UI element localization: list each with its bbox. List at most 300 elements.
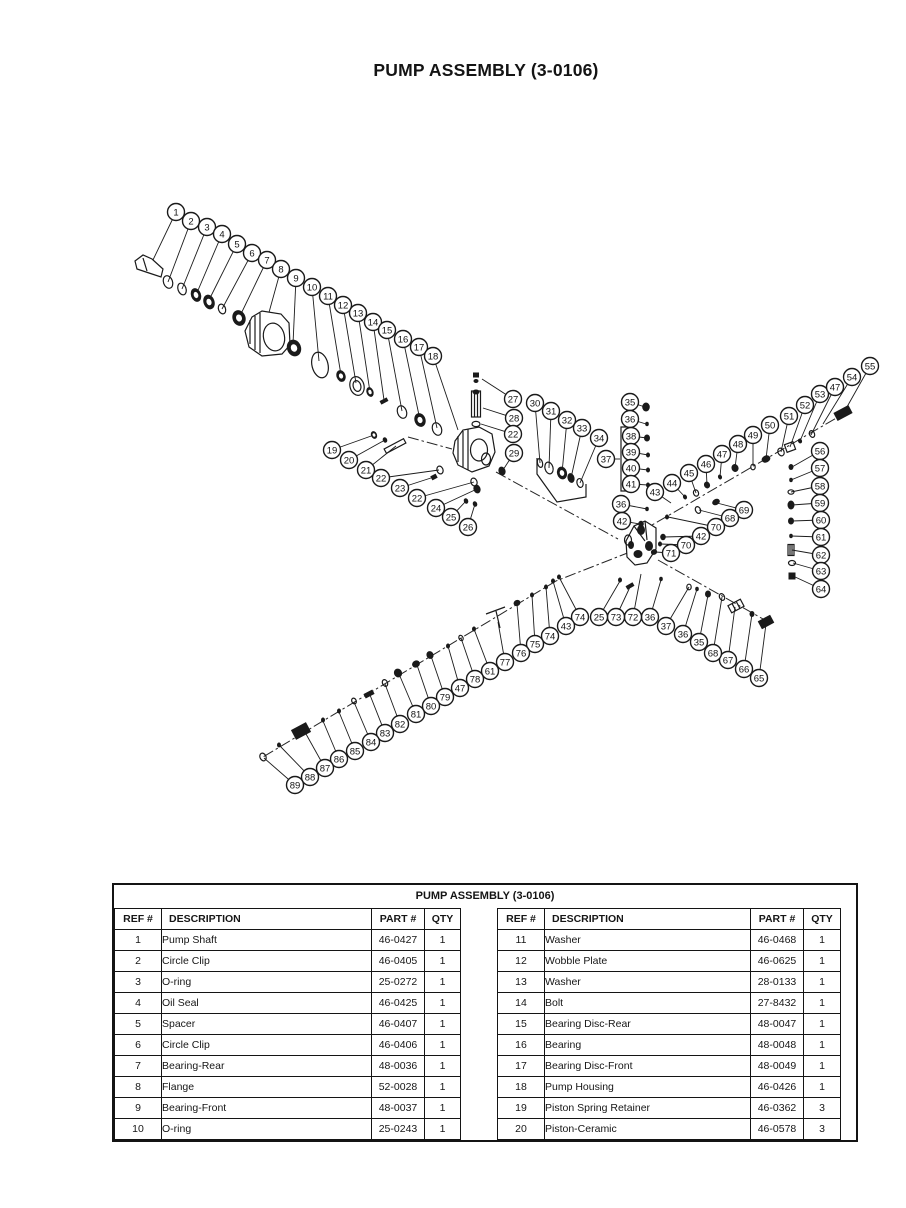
part-glyph-rib xyxy=(736,601,740,608)
part-number-cell: 25-0243 xyxy=(372,1119,425,1140)
part-glyph xyxy=(646,453,650,458)
balloon-label-22: 22 xyxy=(411,493,423,505)
part-glyph xyxy=(431,421,444,436)
qty-cell: 1 xyxy=(804,993,841,1014)
balloon-label-31: 31 xyxy=(545,406,557,418)
balloon-label-84: 84 xyxy=(365,737,377,749)
part-glyph xyxy=(309,350,331,379)
qty-cell: 1 xyxy=(425,1056,461,1077)
part-glyph xyxy=(665,515,669,520)
part-glyph xyxy=(705,591,711,598)
qty-cell: 1 xyxy=(425,951,461,972)
part-glyph xyxy=(750,611,755,617)
col-part-header: PART # xyxy=(751,909,804,930)
balloon-label-56: 56 xyxy=(814,446,826,458)
qty-cell: 1 xyxy=(804,1077,841,1098)
balloon-label-89: 89 xyxy=(289,780,301,792)
part-glyph xyxy=(384,439,406,454)
part-glyph xyxy=(634,550,643,558)
ref-cell: 7 xyxy=(115,1056,162,1077)
part-glyph xyxy=(381,679,388,687)
part-number-cell: 25-0272 xyxy=(372,972,425,993)
balloon-label-5: 5 xyxy=(234,239,240,251)
part-number-cell: 46-0425 xyxy=(372,993,425,1014)
balloon-label-70: 70 xyxy=(710,522,722,534)
table-row xyxy=(498,951,841,972)
leader-lines xyxy=(152,212,870,785)
balloon-label-36: 36 xyxy=(677,629,689,641)
balloon-label-49: 49 xyxy=(747,430,759,442)
part-glyph xyxy=(436,465,444,475)
part-pump-shaft xyxy=(135,255,163,277)
qty-cell: 1 xyxy=(804,1056,841,1077)
qty-cell: 1 xyxy=(804,972,841,993)
part-number-cell: 46-0426 xyxy=(751,1077,804,1098)
description-cell: Bearing-Rear xyxy=(162,1056,372,1077)
qty-cell: 1 xyxy=(804,1035,841,1056)
part-number-cell: 46-0362 xyxy=(751,1098,804,1119)
part-glyph xyxy=(396,404,409,419)
part-glyph xyxy=(472,484,482,495)
ref-cell: 13 xyxy=(498,972,545,993)
description-cell: Circle Clip xyxy=(162,1035,372,1056)
part-glyph xyxy=(717,474,722,480)
part-glyph xyxy=(321,718,325,723)
balloon-label-42: 42 xyxy=(616,516,628,528)
leader-line-4 xyxy=(196,234,222,295)
balloon-label-65: 65 xyxy=(753,673,765,685)
bracket-valve-kit xyxy=(537,458,586,502)
ref-cell: 3 xyxy=(115,972,162,993)
part-glyph xyxy=(557,575,561,580)
part-glyph xyxy=(642,403,650,412)
part-glyph xyxy=(658,542,662,547)
part-glyph xyxy=(788,501,795,510)
qty-cell: 1 xyxy=(425,972,461,993)
part-number-cell: 48-0036 xyxy=(372,1056,425,1077)
part-glyph xyxy=(728,599,744,613)
part-number-cell: 48-0048 xyxy=(751,1035,804,1056)
part-glyph xyxy=(637,525,645,535)
balloon-label-59: 59 xyxy=(814,498,826,510)
table-row xyxy=(498,1119,841,1140)
ref-cell: 15 xyxy=(498,1014,545,1035)
part-drain-handle-stem xyxy=(496,611,500,628)
description-cell: Pump Shaft xyxy=(162,930,372,951)
balloon-label-26: 26 xyxy=(462,522,474,534)
balloon-label-88: 88 xyxy=(304,772,316,784)
part-glyph xyxy=(473,373,479,378)
qty-cell: 1 xyxy=(425,1014,461,1035)
col-desc-header: DESCRIPTION xyxy=(162,909,372,930)
balloon-label-83: 83 xyxy=(379,728,391,740)
balloon-label-10: 10 xyxy=(306,282,318,294)
table-row xyxy=(115,1056,461,1077)
part-glyph xyxy=(645,541,653,551)
ref-cell: 12 xyxy=(498,951,545,972)
part-number-cell: 46-0468 xyxy=(751,930,804,951)
balloon-label-17: 17 xyxy=(413,342,425,354)
part-glyph xyxy=(618,578,622,583)
part-glyph xyxy=(474,379,479,383)
ref-cell: 14 xyxy=(498,993,545,1014)
col-ref-header: REF # xyxy=(115,909,162,930)
balloon-label-18: 18 xyxy=(427,351,439,363)
balloon-label-36: 36 xyxy=(624,414,636,426)
balloon-label-25: 25 xyxy=(445,512,457,524)
table-row xyxy=(115,1077,461,1098)
qty-cell: 1 xyxy=(425,1077,461,1098)
balloon-label-15: 15 xyxy=(381,325,393,337)
part-number-cell: 46-0405 xyxy=(372,951,425,972)
part-glyph xyxy=(833,405,852,421)
table-row xyxy=(115,1098,461,1119)
table-row xyxy=(115,1035,461,1056)
balloon-label-79: 79 xyxy=(439,692,451,704)
balloon-label-80: 80 xyxy=(425,701,437,713)
balloon-label-19: 19 xyxy=(326,445,338,457)
balloon-label-20: 20 xyxy=(343,455,355,467)
ref-cell: 1 xyxy=(115,930,162,951)
balloon-label-1: 1 xyxy=(173,207,179,219)
balloon-label-24: 24 xyxy=(430,503,442,515)
table-row xyxy=(498,1077,841,1098)
col-qty-header: QTY xyxy=(804,909,841,930)
balloon-label-77: 77 xyxy=(499,657,511,669)
ref-cell: 17 xyxy=(498,1056,545,1077)
balloon-label-34: 34 xyxy=(593,433,605,445)
description-cell: Bearing Disc-Rear xyxy=(545,1014,751,1035)
large-parts xyxy=(135,255,656,628)
col-part-header: PART # xyxy=(372,909,425,930)
table-row xyxy=(115,1014,461,1035)
col-qty-header: QTY xyxy=(425,909,461,930)
balloon-label-28: 28 xyxy=(508,413,520,425)
part-glyph xyxy=(363,689,374,698)
part-glyph xyxy=(348,375,366,397)
balloon-label-53: 53 xyxy=(814,389,826,401)
part-glyph xyxy=(513,599,522,607)
table-row xyxy=(115,930,461,951)
ref-cell: 2 xyxy=(115,951,162,972)
part-glyph xyxy=(392,667,403,679)
table-row xyxy=(115,993,461,1014)
ref-cell: 20 xyxy=(498,1119,545,1140)
balloon-label-13: 13 xyxy=(352,308,364,320)
balloon-label-36: 36 xyxy=(644,612,656,624)
balloon-label-58: 58 xyxy=(814,481,826,493)
part-glyph xyxy=(788,518,794,525)
part-glyph xyxy=(789,464,794,470)
table-gap-column xyxy=(461,908,497,1140)
part-glyph xyxy=(472,391,481,417)
balloon-label-51: 51 xyxy=(783,411,795,423)
description-cell: O-ring xyxy=(162,972,372,993)
part-number-cell: 27-8432 xyxy=(751,993,804,1014)
balloon-label-76: 76 xyxy=(515,648,527,660)
part-glyph xyxy=(472,421,480,426)
balloon-label-86: 86 xyxy=(333,754,345,766)
balloon-label-36: 36 xyxy=(615,499,627,511)
part-glyph xyxy=(659,577,663,581)
qty-cell: 1 xyxy=(425,1035,461,1056)
balloon-label-70: 70 xyxy=(680,540,692,552)
part-number-cell: 48-0049 xyxy=(751,1056,804,1077)
balloon-label-66: 66 xyxy=(738,664,750,676)
part-glyph xyxy=(544,585,548,590)
balloon-label-29: 29 xyxy=(508,448,520,460)
qty-cell: 1 xyxy=(425,1119,461,1140)
part-glyph xyxy=(473,390,480,395)
ref-cell: 11 xyxy=(498,930,545,951)
part-glyph xyxy=(789,478,793,482)
balloon-label-35: 35 xyxy=(624,397,636,409)
table-row xyxy=(498,1035,841,1056)
part-number-cell: 46-0578 xyxy=(751,1119,804,1140)
balloon-label-11: 11 xyxy=(323,291,333,303)
part-glyph xyxy=(645,422,649,426)
qty-cell: 3 xyxy=(804,1098,841,1119)
part-glyph xyxy=(277,743,281,748)
part-glyph xyxy=(551,579,555,584)
balloon-label-48: 48 xyxy=(732,439,744,451)
balloon-label-75: 75 xyxy=(529,639,541,651)
balloon-label-46: 46 xyxy=(700,459,712,471)
part-glyph xyxy=(472,501,478,508)
balloon-label-74: 74 xyxy=(544,631,556,643)
ref-cell: 16 xyxy=(498,1035,545,1056)
balloon-label-63: 63 xyxy=(815,566,827,578)
part-glyph xyxy=(646,468,650,473)
balloon-label-12: 12 xyxy=(337,300,349,312)
balloon-label-22: 22 xyxy=(507,429,519,441)
balloon-label-85: 85 xyxy=(349,746,361,758)
balloon-label-57: 57 xyxy=(814,463,826,475)
ref-cell: 18 xyxy=(498,1077,545,1098)
balloon-label-8: 8 xyxy=(278,264,284,276)
ref-cell: 5 xyxy=(115,1014,162,1035)
callout-balloons xyxy=(168,204,879,794)
balloon-label-74: 74 xyxy=(574,612,586,624)
balloon-label-42: 42 xyxy=(695,531,707,543)
table-header-row xyxy=(498,909,841,930)
balloon-label-62: 62 xyxy=(815,550,827,562)
balloon-label-37: 37 xyxy=(660,621,672,633)
description-cell: Pump Housing xyxy=(545,1077,751,1098)
balloon-label-2: 2 xyxy=(188,216,194,228)
balloon-label-23: 23 xyxy=(394,483,406,495)
ref-cell: 8 xyxy=(115,1077,162,1098)
part-glyph xyxy=(694,506,701,514)
balloon-label-73: 73 xyxy=(610,612,622,624)
leader-line-18 xyxy=(433,356,458,430)
balloon-label-6: 6 xyxy=(249,248,255,260)
part-glyph xyxy=(626,582,635,589)
balloon-label-50: 50 xyxy=(764,420,776,432)
part-glyph xyxy=(703,481,711,490)
part-glyph xyxy=(797,438,803,444)
leader-line-10 xyxy=(312,287,319,361)
description-cell: Bearing-Front xyxy=(162,1098,372,1119)
qty-cell: 1 xyxy=(425,1098,461,1119)
balloon-label-61: 61 xyxy=(484,666,496,678)
part-number-cell: 48-0047 xyxy=(751,1014,804,1035)
part-number-cell: 46-0406 xyxy=(372,1035,425,1056)
table-row xyxy=(115,1119,461,1140)
balloon-label-68: 68 xyxy=(707,648,719,660)
balloon-label-55: 55 xyxy=(864,361,876,373)
description-cell: Flange xyxy=(162,1077,372,1098)
balloon-label-30: 30 xyxy=(529,398,541,410)
description-cell: Piston Spring Retainer xyxy=(545,1098,751,1119)
description-cell: Circle Clip xyxy=(162,951,372,972)
balloon-label-16: 16 xyxy=(397,334,409,346)
description-cell: Bearing Disc-Front xyxy=(545,1056,751,1077)
balloon-label-3: 3 xyxy=(204,222,210,234)
balloon-label-21: 21 xyxy=(360,465,372,477)
description-cell: Spacer xyxy=(162,1014,372,1035)
part-glyph xyxy=(411,659,421,669)
part-number-cell: 46-0625 xyxy=(751,951,804,972)
balloon-label-39: 39 xyxy=(625,447,637,459)
balloon-label-71: 71 xyxy=(665,548,677,560)
description-cell: Wobble Plate xyxy=(545,951,751,972)
col-desc-header: DESCRIPTION xyxy=(545,909,751,930)
leader-line-5 xyxy=(208,244,237,302)
balloon-label-33: 33 xyxy=(576,423,588,435)
description-cell: Washer xyxy=(545,972,751,993)
ref-cell: 6 xyxy=(115,1035,162,1056)
part-glyph xyxy=(472,627,476,632)
balloon-label-60: 60 xyxy=(815,515,827,527)
table-row xyxy=(115,972,461,993)
balloon-label-44: 44 xyxy=(666,478,678,490)
part-glyph xyxy=(382,437,388,444)
balloon-label-7: 7 xyxy=(264,255,270,267)
part-glyph xyxy=(760,454,771,464)
balloon-label-22: 22 xyxy=(375,473,387,485)
balloon-label-43: 43 xyxy=(649,487,661,499)
balloon-label-32: 32 xyxy=(561,415,573,427)
ref-cell: 10 xyxy=(115,1119,162,1140)
balloon-label-47: 47 xyxy=(829,382,841,394)
part-glyph xyxy=(789,573,796,580)
part-glyph xyxy=(566,472,575,483)
part-number-cell: 46-0427 xyxy=(372,930,425,951)
qty-cell: 1 xyxy=(804,930,841,951)
balloon-label-64: 64 xyxy=(815,584,827,596)
balloon-label-68: 68 xyxy=(724,513,736,525)
part-glyph xyxy=(789,534,793,538)
description-cell: Bolt xyxy=(545,993,751,1014)
part-glyph xyxy=(352,380,362,393)
part-glyph xyxy=(337,709,341,714)
balloon-label-14: 14 xyxy=(367,317,379,329)
balloon-label-54: 54 xyxy=(846,372,858,384)
part-glyph xyxy=(530,593,534,598)
balloon-label-27: 27 xyxy=(507,394,519,406)
ref-cell: 19 xyxy=(498,1098,545,1119)
qty-cell: 1 xyxy=(804,1014,841,1035)
balloon-label-47: 47 xyxy=(454,683,466,695)
balloon-label-47: 47 xyxy=(716,449,728,461)
description-cell: Oil Seal xyxy=(162,993,372,1014)
part-flange xyxy=(245,311,290,356)
table-row xyxy=(498,993,841,1014)
balloon-label-25: 25 xyxy=(593,612,605,624)
balloon-label-35: 35 xyxy=(693,637,705,649)
part-glyph xyxy=(430,474,437,481)
part-glyph xyxy=(259,752,268,762)
table-row xyxy=(498,1056,841,1077)
parts-table-title: PUMP ASSEMBLY (3-0106) xyxy=(415,890,555,902)
leader-line-2 xyxy=(168,221,191,282)
ref-cell: 4 xyxy=(115,993,162,1014)
description-cell: Bearing xyxy=(545,1035,751,1056)
part-glyph xyxy=(660,534,666,540)
table-row xyxy=(498,972,841,993)
qty-cell: 3 xyxy=(804,1119,841,1140)
balloon-label-67: 67 xyxy=(722,655,734,667)
description-cell: Piston-Ceramic xyxy=(545,1119,751,1140)
balloon-label-78: 78 xyxy=(469,674,481,686)
part-number-cell: 52-0028 xyxy=(372,1077,425,1098)
balloon-label-82: 82 xyxy=(394,719,406,731)
qty-cell: 1 xyxy=(425,930,461,951)
qty-cell: 1 xyxy=(804,951,841,972)
part-number-cell: 48-0037 xyxy=(372,1098,425,1119)
balloon-label-40: 40 xyxy=(625,463,637,475)
part-glyph xyxy=(645,507,649,511)
part-glyph xyxy=(644,435,650,442)
page-title: PUMP ASSEMBLY (3-0106) xyxy=(373,60,599,80)
balloon-label-9: 9 xyxy=(293,273,299,285)
balloon-label-72: 72 xyxy=(627,612,639,624)
balloon-label-87: 87 xyxy=(319,763,331,775)
balloon-label-41: 41 xyxy=(625,479,637,491)
description-cell: O-ring xyxy=(162,1119,372,1140)
table-row xyxy=(498,930,841,951)
part-glyph xyxy=(695,587,699,591)
leader-line-9 xyxy=(293,278,296,344)
balloon-label-61: 61 xyxy=(815,532,827,544)
balloon-label-37: 37 xyxy=(600,454,612,466)
qty-cell: 1 xyxy=(425,993,461,1014)
table-row xyxy=(498,1014,841,1035)
table-header-row xyxy=(115,909,461,930)
part-pump-housing xyxy=(453,427,495,472)
col-ref-header: REF # xyxy=(498,909,545,930)
ref-cell: 9 xyxy=(115,1098,162,1119)
leader-line-3 xyxy=(182,227,207,289)
balloon-label-38: 38 xyxy=(625,431,637,443)
balloon-label-81: 81 xyxy=(410,709,422,721)
description-cell: Washer xyxy=(545,930,751,951)
part-glyph xyxy=(497,466,507,477)
part-glyph xyxy=(711,497,721,506)
balloon-label-52: 52 xyxy=(799,400,811,412)
parts-table xyxy=(112,883,858,1142)
part-glyph xyxy=(730,463,739,473)
balloon-label-69: 69 xyxy=(738,505,750,517)
parts-table-right xyxy=(497,908,841,1140)
table-row xyxy=(498,1098,841,1119)
balloon-label-4: 4 xyxy=(219,229,225,241)
table-row xyxy=(115,951,461,972)
part-glyph xyxy=(758,615,775,630)
part-glyph xyxy=(446,644,450,649)
balloon-label-45: 45 xyxy=(683,468,695,480)
